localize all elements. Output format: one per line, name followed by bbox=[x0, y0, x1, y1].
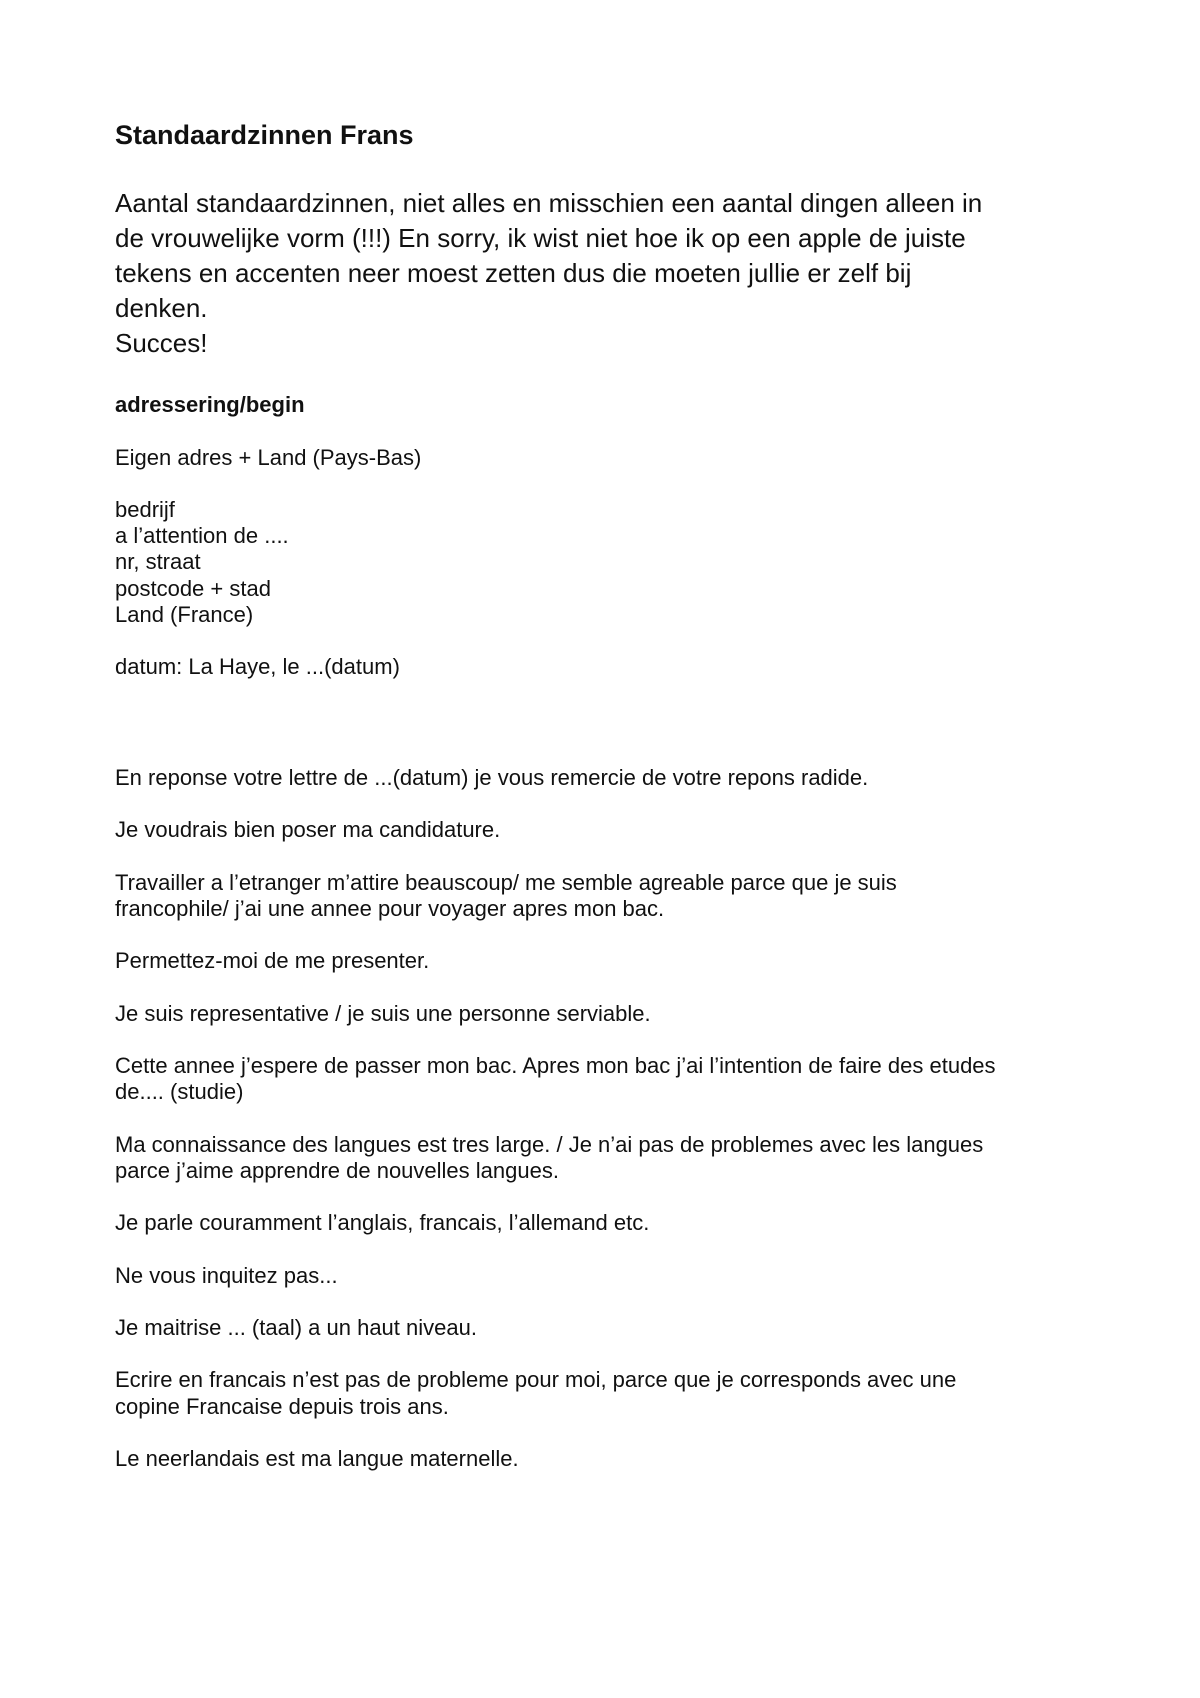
recipient-line: a l’attention de .... bbox=[115, 523, 289, 548]
sentence-line: Je parle couramment l’anglais, francais, l’allemand etc. bbox=[115, 1210, 650, 1235]
sentence-line: de.... (studie) bbox=[115, 1079, 244, 1104]
section-heading: adressering/begin bbox=[115, 392, 305, 417]
sentence-line: Le neerlandais est ma langue maternelle. bbox=[115, 1446, 519, 1471]
recipient-line: bedrijf bbox=[115, 497, 175, 522]
sentence-line: Ne vous inquitez pas... bbox=[115, 1263, 338, 1288]
sentence-line: Cette annee j’espere de passer mon bac. Apres mon bac j’ai l’intention de faire des etudes bbox=[115, 1053, 996, 1078]
intro-line: Aantal standaardzinnen, niet alles en misschien een aantal dingen alleen in bbox=[115, 188, 983, 218]
sentence-line: Je maitrise ... (taal) a un haut niveau. bbox=[115, 1315, 477, 1340]
own-address-line: Eigen adres + Land (Pays-Bas) bbox=[115, 445, 422, 470]
intro-line: Succes! bbox=[115, 328, 208, 358]
sentence-line: copine Francaise depuis trois ans. bbox=[115, 1394, 449, 1419]
date-line: datum: La Haye, le ...(datum) bbox=[115, 654, 400, 679]
intro-line: tekens en accenten neer moest zetten dus die moeten jullie er zelf bij bbox=[115, 258, 912, 288]
document-title: Standaardzinnen Frans bbox=[115, 120, 414, 150]
sentence-line: En reponse votre lettre de ...(datum) je vous remercie de votre repons radide. bbox=[115, 765, 869, 790]
sentence-line: francophile/ j’ai une annee pour voyager apres mon bac. bbox=[115, 896, 665, 921]
sentence-line: Je suis representative / je suis une personne serviable. bbox=[115, 1001, 651, 1026]
sentence-line: Permettez-moi de me presenter. bbox=[115, 948, 430, 973]
sentence-line: Ecrire en francais n’est pas de probleme pour moi, parce que je corresponds avec une bbox=[115, 1367, 957, 1392]
sentence-line: Ma connaissance des langues est tres large. / Je n’ai pas de problemes avec les langues bbox=[115, 1132, 984, 1157]
recipient-line: nr, straat bbox=[115, 549, 201, 574]
sentence-line: Je voudrais bien poser ma candidature. bbox=[115, 817, 501, 842]
intro-line: denken. bbox=[115, 293, 208, 323]
intro-paragraph bbox=[115, 186, 1075, 361]
sentence-line: parce j’aime apprendre de nouvelles langues. bbox=[115, 1158, 559, 1183]
sentence-line: Travailler a l’etranger m’attire beauscoup/ me semble agreable parce que je suis bbox=[115, 870, 897, 895]
recipient-line: postcode + stad bbox=[115, 576, 271, 601]
intro-line: de vrouwelijke vorm (!!!) En sorry, ik wist niet hoe ik op een apple de juiste bbox=[115, 223, 966, 253]
recipient-line: Land (France) bbox=[115, 602, 254, 627]
